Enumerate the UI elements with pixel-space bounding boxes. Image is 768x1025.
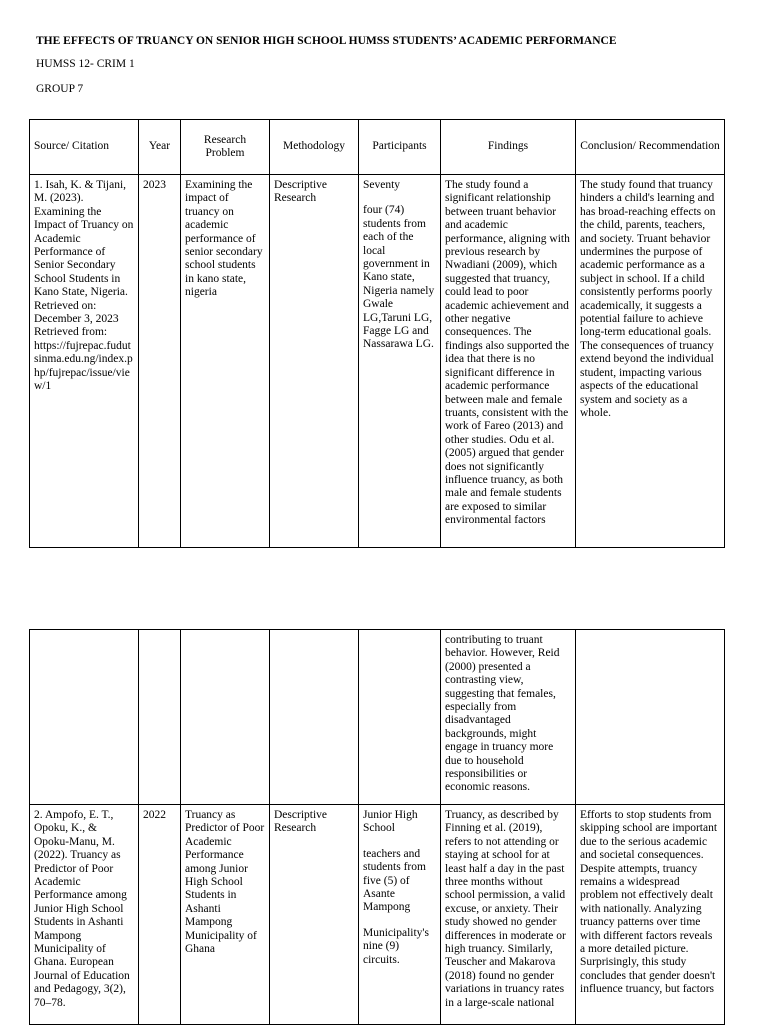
group-label: GROUP 7 (36, 83, 84, 95)
cell-source: 1. Isah, K. & Tijani, M. (2023). Examining the Impact of Truancy on Academic Performance of Senior Secondary School Students in Kano State, Nigeria. Retrieved on: December 3, 2023 Retrieved from: https://fujrepac.fudutsinma.edu.ng/index.php/fujrepac/issue/view/1 (30, 175, 139, 548)
cell-findings: contributing to truant behavior. However, Reid (2000) presented a contrasting view, suggesting that females, especially from disadvantaged backgrounds, might engage in truancy more due to household responsibilities or economic reasons. (441, 630, 576, 805)
participants-line: Municipality's nine (9) circuits. (363, 926, 429, 966)
cell-methodology: Descriptive Research (270, 805, 359, 1025)
col-header-research-problem: Research Problem (181, 120, 270, 175)
cell-year (139, 630, 181, 805)
col-header-methodology: Methodology (270, 120, 359, 175)
cell-participants (359, 805, 441, 1025)
participants-line: teachers and students from five (5) of Asante Mampong (363, 847, 426, 914)
table-header-row (30, 120, 725, 175)
cell-conclusion (576, 630, 725, 805)
col-header-participants: Participants (359, 120, 441, 175)
table-row (30, 175, 725, 548)
document-title: THE EFFECTS OF TRUANCY ON SENIOR HIGH SCHOOL HUMSS STUDENTS’ ACADEMIC PERFORMANCE (36, 35, 617, 47)
literature-table-continued (29, 629, 725, 1025)
cell-research-problem: Examining the impact of truancy on academic performance of senior secondary school students in kano state, nigeria (181, 175, 270, 548)
cell-conclusion: Efforts to stop students from skipping school are important due to the serious academic and societal consequences. Despite attempts, truancy remains a widespread problem not effectively dealt with nationally. Analyzing truancy patterns over time with different factors reveals a more detailed picture. Surprisingly, this study concludes that gender doesn't influence truancy, but factors (576, 805, 725, 1025)
cell-year: 2022 (139, 805, 181, 1025)
cell-year: 2023 (139, 175, 181, 548)
col-header-conclusion: Conclusion/ Recommendation (576, 120, 725, 175)
cell-participants (359, 630, 441, 805)
cell-methodology (270, 630, 359, 805)
participants-line: Seventy (363, 179, 401, 191)
cell-methodology: Descriptive Research (270, 175, 359, 548)
col-header-year: Year (139, 120, 181, 175)
cell-participants (359, 175, 441, 548)
col-header-findings: Findings (441, 120, 576, 175)
participants-line: four (74) students from each of the local government in Kano state, Nigeria namely Gwale LG,Taruni LG, Fagge LG and Nassarawa LG. (363, 204, 435, 351)
cell-source: 2. Ampofo, E. T., Opoku, K., & Opoku-Manu, M. (2022). Truancy as Predictor of Poor Academic Performance among Junior High School Students in Ashanti Mampong Municipality of Ghana. European Journal of Education and Pedagogy, 3(2), 70–78. (30, 805, 139, 1025)
cell-research-problem (181, 630, 270, 805)
table-row (30, 805, 725, 1025)
literature-table (29, 119, 725, 548)
participants-line: Junior High School (363, 809, 418, 835)
section-label: HUMSS 12- CRIM 1 (36, 58, 135, 70)
col-header-source: Source/ Citation (30, 120, 139, 175)
cell-research-problem: Truancy as Predictor of Poor Academic Performance among Junior High School Students in Ashanti Mampong Municipality of Ghana (181, 805, 270, 1025)
cell-conclusion: The study found that truancy hinders a child's learning and has broad-reaching effects on the child, parents, teachers, and society. Truant behavior undermines the purpose of academic performance as a subject in school. If a child consistently performs poorly academically, it suggests a potential failure to achieve long-term educational goals. The consequences of truancy extend beyond the individual student, impacting various aspects of the educational system and society as a whole. (576, 175, 725, 548)
cell-source (30, 630, 139, 805)
cell-findings: The study found a significant relationship between truant behavior and academic performance, aligning with previous research by Nwadiani (2009), which suggested that truancy, could lead to poor academic achievement and other negative consequences. The findings also supported the idea that there is no significant difference in academic performance between male and female truants, consistent with the work of Fareo (2013) and other studies. Odu et al. (2005) argued that gender does not significantly influence truancy, as both male and female students are exposed to similar environmental factors (441, 175, 576, 548)
cell-findings: Truancy, as described by Finning et al. (2019), refers to not attending or staying at school for at least half a day in the past three months without school permission, a valid excuse, or anxiety. Their study showed no gender differences in moderate or high truancy. Similarly, Teuscher and Makarova (2018) found no gender variations in truancy rates in a large-scale national (441, 805, 576, 1025)
table-row (30, 630, 725, 805)
